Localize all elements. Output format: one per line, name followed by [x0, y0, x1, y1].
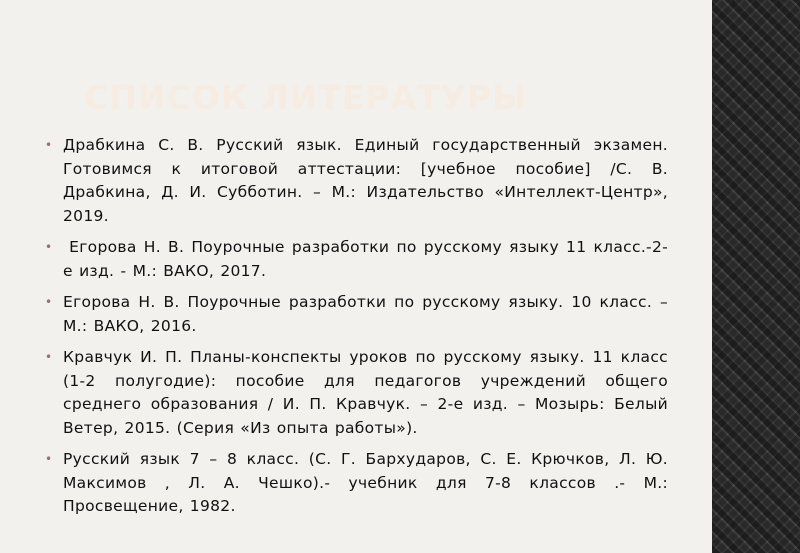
list-item — [44, 236, 668, 283]
list-item-text: Егорова Н. В. Поурочные разработки по русскому языку 11 класс.-2-е изд. - М.: ВАКО, 2017. — [63, 238, 668, 280]
list-item — [44, 134, 668, 228]
list-item-text: Егорова Н. В. Поурочные разработки по русскому языку. 10 класс. – М.: ВАКО, 2016. — [63, 293, 668, 335]
bullet-icon: • — [45, 350, 53, 364]
list-item — [44, 346, 668, 440]
bullet-icon: • — [45, 295, 53, 309]
list-item-text: Русский язык 7 – 8 класс. (С. Г. Бархударов, С. Е. Крючков, Л. Ю. Максимов , Л. А. Чешко).- учебник для 7-8 классов .- М.: Просвещение, 1982. — [63, 450, 668, 515]
decorative-pattern-panel — [712, 0, 800, 553]
list-item-text: Кравчук И. П. Планы-конспекты уроков по русскому языку. 11 класс (1-2 полугодие): пособие для педагогов учреждений общего среднего образования / И. П. Кравчук. – 2-е изд. – Мозырь: Белый Ветер, 2015. (Серия «Из опыта работы»). — [63, 348, 668, 437]
list-item — [44, 448, 668, 519]
bullet-icon: • — [45, 240, 53, 254]
bibliography-list — [44, 134, 668, 527]
list-item — [44, 291, 668, 338]
bullet-icon: • — [45, 452, 53, 466]
bullet-icon: • — [45, 138, 53, 152]
list-item-text: Драбкина С. В. Русский язык. Единый государственный экзамен. Готовимся к итоговой аттестации: [учебное пособие] /С. В. Драбкина, Д. И. Субботин. – М.: Издательство «Интеллект-Центр», 2019. — [63, 136, 668, 225]
slide-title: СПИСОК ЛИТЕРАТУРЫ — [84, 78, 528, 117]
